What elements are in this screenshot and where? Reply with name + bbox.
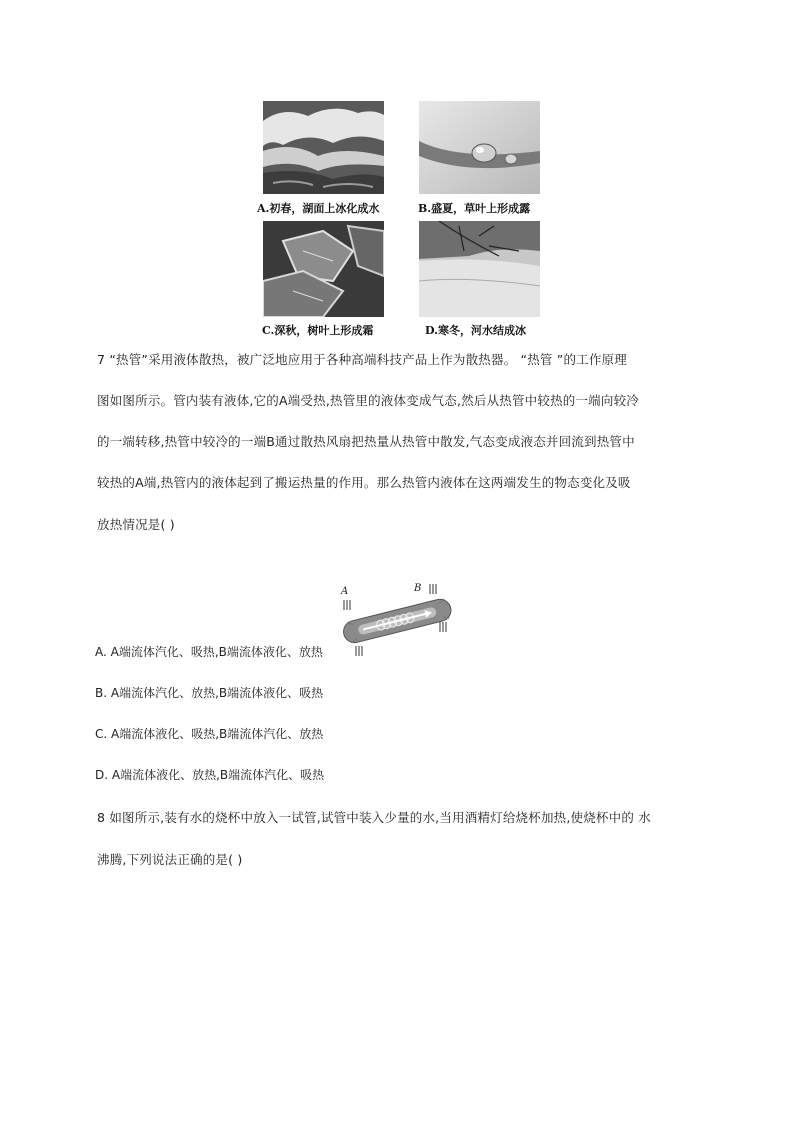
q8-line-2: 沸腾,下列说法正确的是( )	[97, 852, 243, 867]
heat-arrows-a-icon	[344, 600, 350, 610]
caption-d: D.寒冬，河水结成冰	[425, 324, 526, 337]
heat-pipe-diagram	[332, 578, 462, 660]
q7-line-5: 放热情况是( )	[97, 517, 175, 532]
q7-option-d[interactable]: D. A端流体液化、放热,B端流体汽化、吸热	[95, 768, 325, 782]
q7-line-4: 较热的A端,热管内的液体起到了搬运热量的作用。那么热管内液体在这两端发生的物态变化及吸	[97, 475, 631, 490]
photo-frozen-river	[419, 221, 540, 317]
q8-line-1: 8 如图所示,装有水的烧杯中放入一试管,试管中装入少量的水,当用酒精灯给烧杯加热,使烧杯中的 水	[97, 810, 651, 825]
q7-line-1: 7 “热管”采用液体散热，被广泛地应用于各种高端科技产品上作为散热器。 “热管 ”的工作原理	[97, 352, 627, 367]
photo-ice-melting	[263, 101, 384, 194]
q7-option-c[interactable]: C. A端流体液化、吸热,B端流体汽化、放热	[95, 727, 324, 741]
q7-line-3: 的一端转移,热管中较冷的一端B通过散热风扇把热量从热管中散发,气态变成液态并回流到热管中	[97, 434, 635, 449]
photo-dew-drop	[419, 101, 540, 194]
q7-option-b[interactable]: B. A端流体汽化、放热,B端流体液化、吸热	[95, 686, 324, 700]
q7-option-a[interactable]: A. A端流体汽化、吸热,B端流体液化、放热	[95, 645, 323, 659]
caption-b: B.盛夏，草叶上形成露	[418, 202, 531, 215]
label-a: A	[341, 586, 349, 597]
caption-a: A.初春，湖面上冰化成水	[257, 202, 380, 215]
photo-frost-leaves	[263, 221, 384, 317]
q7-line-2: 图如图所示。管内装有液体,它的A端受热,热管里的液体变成气态,然后从热管中较热的一端向较冷	[97, 393, 639, 408]
caption-c: C.深秋，树叶上形成霜	[262, 324, 374, 337]
label-b: B	[414, 583, 422, 594]
